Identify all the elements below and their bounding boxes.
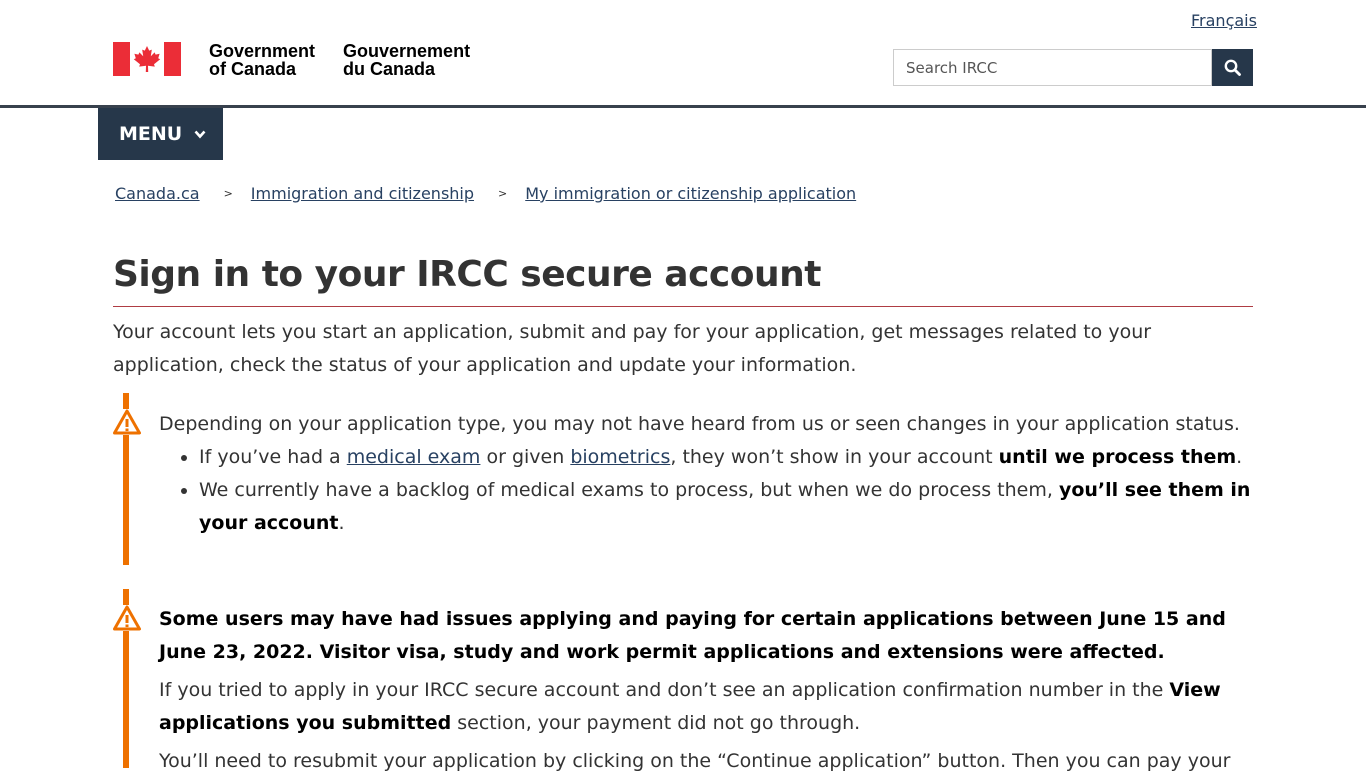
breadcrumb-separator: > — [223, 187, 233, 200]
search-button[interactable] — [1212, 49, 1253, 86]
alert1-item2-end: . — [338, 512, 345, 534]
signature-fr-line1: Gouvernement — [343, 41, 471, 61]
warning-alert-payment-issues — [113, 589, 1253, 772]
government-of-canada-signature[interactable] — [113, 42, 470, 78]
menu-label: MENU — [119, 123, 183, 145]
signature-en-line1: Government — [209, 41, 316, 61]
site-search — [893, 49, 1253, 86]
signature-english — [209, 42, 315, 78]
alert1-item1-mid: or given — [480, 446, 571, 468]
alert1-item1-end: . — [1236, 446, 1243, 468]
breadcrumb — [115, 184, 856, 203]
alert2-para1-bold: View applications you submitted — [159, 679, 1221, 734]
alert1-item1-bold: until we process them — [998, 446, 1237, 468]
breadcrumb-canada-link[interactable]: Canada.ca — [115, 184, 200, 203]
alert2-para1-text: If you tried to apply in your IRCC secure account and don’t see an application confirmation number in the — [159, 679, 1170, 701]
search-input[interactable] — [893, 49, 1212, 86]
alert1-item1-text: If you’ve had a — [199, 446, 347, 468]
alert1-lead: Depending on your application type, you may not have heard from us or seen changes in your application status. — [159, 413, 1240, 435]
alert1-item2-bold: you’ll see them in your account — [199, 479, 1251, 534]
breadcrumb-my-application-link[interactable]: My immigration or citizenship application — [525, 184, 857, 203]
biometrics-link[interactable]: biometrics — [570, 446, 671, 468]
alert2-para1-post: section, your payment did not go through. — [451, 712, 861, 734]
alert1-item2-text: We currently have a backlog of medical exams to process, but when we do process them, — [199, 479, 1059, 501]
alert2-heading: Some users may have had issues applying and paying for certain applications between June 15 and June 23, 2022. Visitor visa, study and work permit applications and extensions were affected. — [159, 608, 1226, 663]
chevron-down-icon — [194, 130, 206, 139]
list-item — [199, 441, 1253, 474]
warning-icon — [113, 605, 141, 631]
alert2-paragraph1 — [159, 674, 1253, 740]
language-toggle-link[interactable]: Français — [1191, 11, 1257, 30]
signature-en-line2: of Canada — [209, 59, 297, 79]
warning-alert-backlog — [113, 393, 1253, 565]
alert1-list — [159, 441, 1253, 540]
page-title: Sign in to your IRCC secure account — [113, 254, 821, 295]
breadcrumb-separator: > — [498, 187, 508, 200]
intro-paragraph: Your account lets you start an application, submit and pay for your application, get messages related to your application, check the status of your application and update your information. — [113, 321, 1152, 376]
menu-button[interactable] — [98, 108, 223, 160]
list-item — [199, 474, 1253, 540]
breadcrumb-immigration-link[interactable]: Immigration and citizenship — [250, 184, 475, 203]
canada-flag-icon — [113, 42, 181, 76]
warning-icon — [113, 409, 141, 435]
alert1-item1-post: , they won’t show in your account — [670, 446, 999, 468]
medical-exam-link[interactable]: medical exam — [346, 446, 481, 468]
signature-fr-line2: du Canada — [343, 59, 436, 79]
signature-french — [343, 42, 470, 78]
title-underline — [113, 306, 1253, 307]
search-icon — [1224, 59, 1241, 76]
alert2-paragraph2: You’ll need to resubmit your application by clicking on the “Continue application” button. Then you can pay your — [159, 750, 1231, 772]
